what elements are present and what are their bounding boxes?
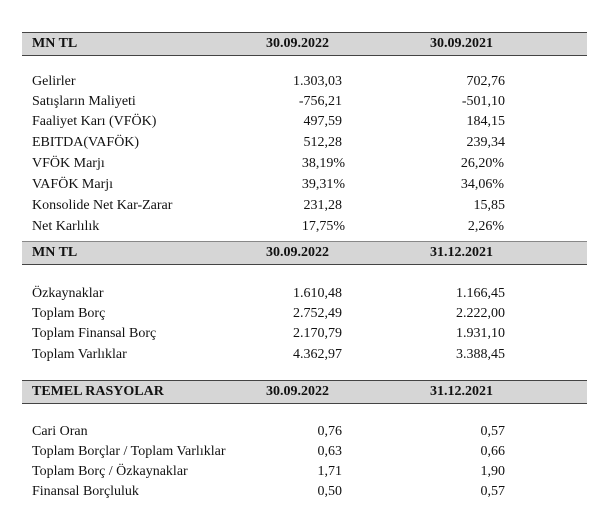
table-row (22, 112, 587, 132)
table-row (22, 196, 587, 216)
row-value-col2: 0,57 (480, 424, 505, 439)
balance-header-col1: 30.09.2022 (266, 245, 329, 260)
balance-header (22, 241, 587, 265)
row-value-col1: 0,63 (317, 444, 342, 459)
row-value-col2: -501,10 (461, 94, 505, 109)
table-row (22, 345, 587, 365)
row-label: Toplam Borç (32, 306, 106, 321)
ratios-header-col2: 31.12.2021 (430, 384, 493, 399)
row-label: Toplam Borçlar / Toplam Varlıklar (32, 444, 226, 459)
row-value-col2: 34,06% (460, 177, 504, 192)
row-value-col2: 1.166,45 (456, 286, 505, 301)
balance-header-label: MN TL (32, 245, 78, 260)
table-row (22, 304, 587, 324)
row-value-col1: 2.170,79 (293, 326, 342, 341)
table-row (22, 324, 587, 344)
row-value-col1: 1.610,48 (293, 286, 342, 301)
row-label: Toplam Varlıklar (32, 347, 127, 362)
row-label: Toplam Finansal Borç (32, 326, 157, 341)
row-label: EBITDA(VAFÖK) (32, 135, 140, 150)
income-header (22, 32, 587, 56)
ratios-header (22, 380, 587, 404)
row-value-col1: 39,31% (301, 177, 345, 192)
table-row (22, 72, 587, 92)
row-value-col1: 0,50 (317, 484, 342, 499)
row-value-col2: 239,34 (466, 135, 505, 150)
row-value-col1: 1,71 (317, 464, 342, 479)
row-value-col1: 38,19% (301, 156, 345, 171)
row-value-col1: 0,76 (317, 424, 342, 439)
row-label: VFÖK Marjı (32, 156, 105, 171)
income-header-label: MN TL (32, 36, 78, 51)
row-value-col2: 184,15 (466, 114, 505, 129)
row-value-col1: 231,28 (303, 198, 342, 213)
row-value-col1: -756,21 (298, 94, 342, 109)
row-label: Faaliyet Karı (VFÖK) (32, 114, 157, 129)
table-row (22, 284, 587, 304)
row-label: Konsolide Net Kar-Zarar (32, 198, 173, 213)
row-label: Gelirler (32, 74, 76, 89)
balance-header-col2: 31.12.2021 (430, 245, 493, 260)
row-value-col2: 3.388,45 (456, 347, 505, 362)
row-value-col2: 1.931,10 (456, 326, 505, 341)
row-value-col2: 2,26% (467, 219, 504, 234)
table-row (22, 482, 587, 502)
row-value-col2: 15,85 (473, 198, 505, 213)
table-row (22, 133, 587, 153)
table-row (22, 442, 587, 462)
row-value-col2: 0,57 (480, 484, 505, 499)
row-value-col1: 497,59 (303, 114, 342, 129)
row-value-col1: 4.362,97 (293, 347, 342, 362)
ratios-header-col1: 30.09.2022 (266, 384, 329, 399)
income-header-col2: 30.09.2021 (430, 36, 493, 51)
row-label: Satışların Maliyeti (32, 94, 136, 109)
row-value-col1: 17,75% (301, 219, 345, 234)
ratios-header-label: TEMEL RASYOLAR (32, 384, 164, 399)
row-label: Toplam Borç / Özkaynaklar (32, 464, 188, 479)
row-value-col1: 512,28 (303, 135, 342, 150)
row-value-col2: 702,76 (466, 74, 505, 89)
row-value-col2: 2.222,00 (456, 306, 505, 321)
row-value-col2: 0,66 (480, 444, 505, 459)
table-row (22, 92, 587, 112)
row-value-col2: 26,20% (460, 156, 504, 171)
row-label: Özkaynaklar (32, 286, 104, 301)
table-row (22, 462, 587, 482)
row-value-col2: 1,90 (480, 464, 505, 479)
row-label: VAFÖK Marjı (32, 177, 114, 192)
table-row (22, 175, 587, 195)
row-value-col1: 2.752,49 (293, 306, 342, 321)
income-header-col1: 30.09.2022 (266, 36, 329, 51)
table-row (22, 154, 587, 174)
table-row (22, 217, 587, 237)
row-label: Net Karlılık (32, 219, 100, 234)
row-label: Cari Oran (32, 424, 88, 439)
row-label: Finansal Borçluluk (32, 484, 139, 499)
row-value-col1: 1.303,03 (293, 74, 342, 89)
table-row (22, 422, 587, 442)
